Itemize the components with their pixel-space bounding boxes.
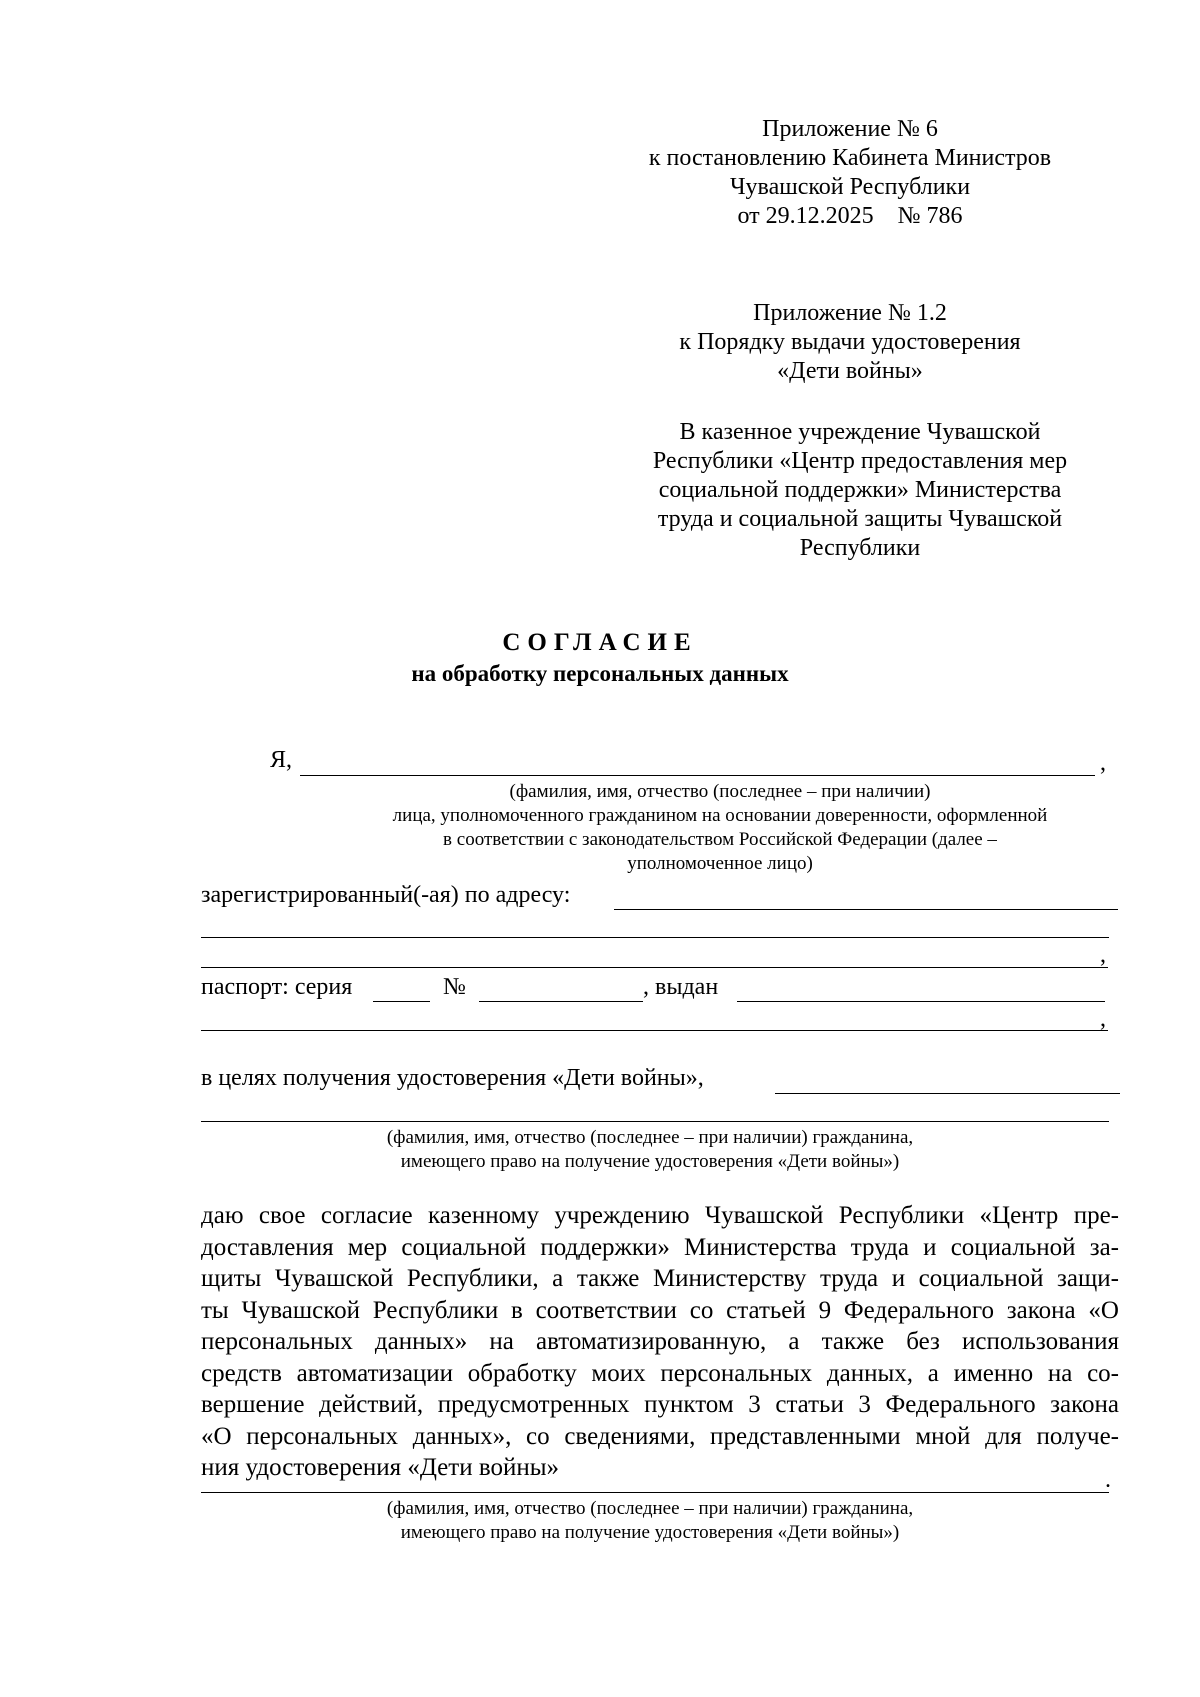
document-title: СОГЛАСИЕ bbox=[502, 629, 698, 656]
paragraph-line: ния удостоверения «Дети войны» bbox=[201, 1454, 560, 1481]
passport-series-field[interactable] bbox=[373, 1001, 430, 1002]
appendix-1-2-header bbox=[620, 299, 1080, 386]
passport-series-label: паспорт: серия bbox=[201, 974, 353, 1000]
caption-line: имеющего право на получение удостоверения «Дети войны») bbox=[400, 1522, 900, 1543]
citizen-caption-final bbox=[300, 1497, 1000, 1545]
caption-line: в соответствии с законодательством Российской Федерации (далее – bbox=[443, 829, 997, 850]
appendix-6-resolution-line: к постановлению Кабинета Министров bbox=[648, 145, 1052, 171]
paragraph-line: средств автоматизации обработку моих персональных данных, а именно на со- bbox=[201, 1359, 1119, 1387]
addressee-line: социальной поддержки» Министерства bbox=[658, 477, 1062, 503]
caption-line: (фамилия, имя, отчество (последнее – при наличии) гражданина, bbox=[386, 1498, 914, 1519]
caption-line: (фамилия, имя, отчество (последнее – при наличии) bbox=[509, 781, 931, 802]
issued-label: , выдан bbox=[643, 974, 719, 1000]
paragraph-line: персональных данных» на автоматизированную, а также без использования bbox=[201, 1328, 1119, 1355]
citizen-name-field-line-2[interactable] bbox=[201, 1121, 1109, 1122]
paragraph-line: даю свое согласие казенному учреждению Чувашской Республики «Центр пре- bbox=[201, 1202, 1119, 1229]
paragraph-line: ты Чувашской Республики в соответствии со статьей 9 Федерального закона «О bbox=[201, 1296, 1119, 1324]
i-label: Я, bbox=[270, 747, 293, 773]
caption-line: лица, уполномоченного гражданином на основании доверенности, оформленной bbox=[392, 805, 1048, 826]
registered-address-label: зарегистрированный(-ая) по адресу: bbox=[201, 882, 571, 908]
appendix-1-2-line: Приложение № 1.2 bbox=[753, 300, 947, 326]
address-field-line-2[interactable] bbox=[201, 937, 1109, 938]
passport-number-label: № bbox=[443, 974, 466, 1000]
appendix-1-2-certificate-line: «Дети войны» bbox=[777, 358, 923, 384]
comma: , bbox=[1100, 1006, 1106, 1032]
addressee-line: Республики bbox=[799, 535, 921, 561]
citizen-name-field-line-1[interactable] bbox=[775, 1093, 1120, 1094]
addressee-line: труда и социальной защиты Чувашской bbox=[657, 506, 1063, 532]
passport-number-field[interactable] bbox=[479, 1001, 643, 1002]
representative-caption bbox=[320, 780, 1120, 876]
appendix-6-republic-line: Чувашской Республики bbox=[729, 174, 971, 200]
address-field-line-3[interactable] bbox=[201, 967, 1108, 968]
appendix-6-date-number: от 29.12.2025 № 786 bbox=[737, 203, 963, 229]
addressee-line: Республики «Центр предоставления мер bbox=[652, 448, 1068, 474]
caption-line: имеющего право на получение удостоверения «Дети войны») bbox=[400, 1151, 900, 1172]
representative-name-field[interactable] bbox=[300, 775, 1095, 776]
caption-line: (фамилия, имя, отчество (последнее – при наличии) гражданина, bbox=[386, 1127, 914, 1148]
caption-line: уполномоченное лицо) bbox=[627, 853, 813, 874]
paragraph-line: щиты Чувашской Республики, а также Министерству труда и социальной защи- bbox=[201, 1265, 1119, 1292]
address-field-line-1[interactable] bbox=[614, 909, 1118, 910]
addressee-block bbox=[620, 418, 1100, 563]
appendix-6-line: Приложение № 6 bbox=[762, 116, 938, 142]
paragraph-line: «О персональных данных», со сведениями, представленными мной для получе- bbox=[201, 1422, 1119, 1450]
period: . bbox=[1105, 1467, 1111, 1493]
citizen-caption bbox=[300, 1126, 1000, 1174]
comma: , bbox=[1100, 942, 1106, 968]
document-subtitle: на обработку персональных данных bbox=[411, 661, 789, 686]
issued-by-field-line-2[interactable] bbox=[201, 1030, 1108, 1031]
appendix-6-header bbox=[620, 115, 1080, 231]
addressee-line: В казенное учреждение Чувашской bbox=[679, 419, 1041, 445]
comma: , bbox=[1100, 750, 1106, 776]
paragraph-line: доставления мер социальной поддержки» Министерства труда и социальной за- bbox=[201, 1233, 1119, 1261]
paragraph-line: вершение действий, предусмотренных пунктом 3 статьи 3 Федерального закона bbox=[201, 1391, 1119, 1418]
appendix-1-2-procedure-line: к Порядку выдачи удостоверения bbox=[679, 329, 1021, 355]
issued-by-field-line-1[interactable] bbox=[737, 1001, 1105, 1002]
consent-paragraph bbox=[201, 1200, 1119, 1484]
purpose-label: в целях получения удостоверения «Дети войны», bbox=[201, 1065, 704, 1091]
citizen-name-field-final[interactable] bbox=[201, 1492, 1109, 1493]
